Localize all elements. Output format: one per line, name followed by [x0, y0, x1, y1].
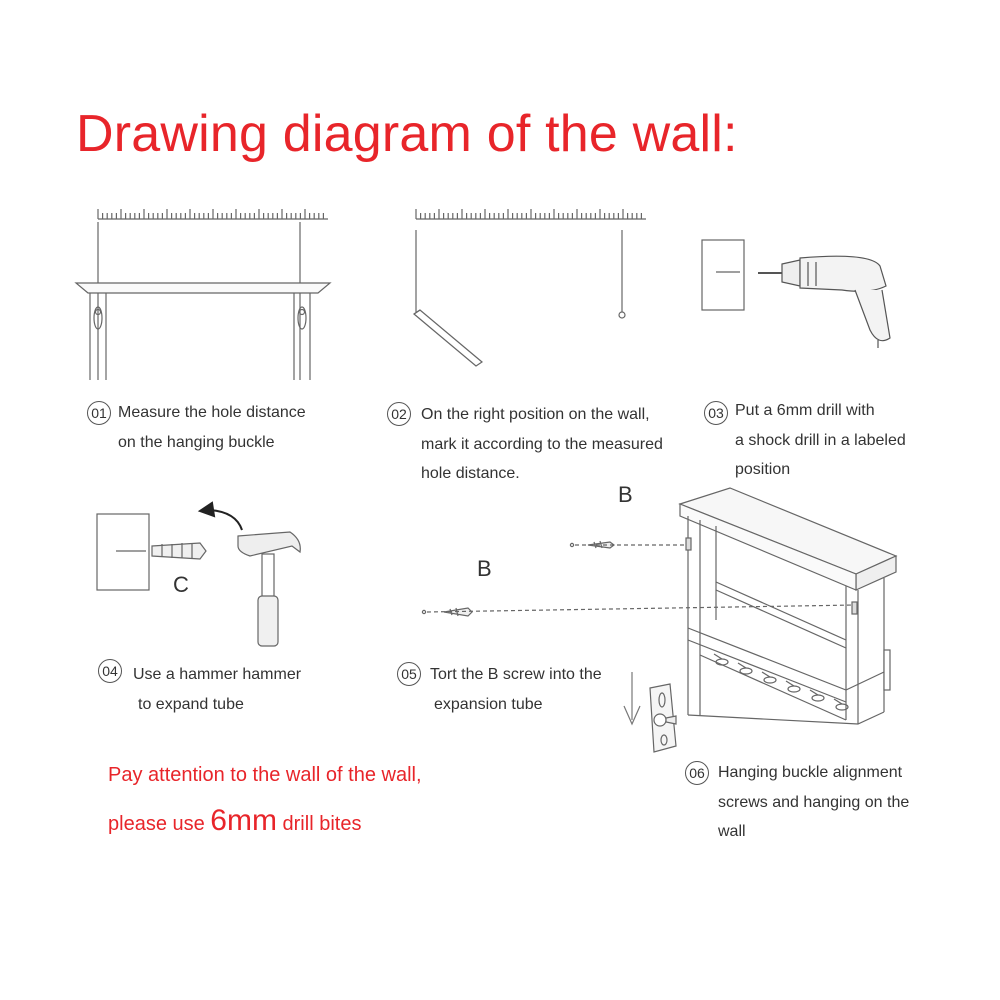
step-01-line-1: Measure the hole distance — [118, 404, 306, 421]
step-number-01: 01 — [87, 401, 111, 425]
page-title: Drawing diagram of the wall: — [76, 105, 738, 163]
curved-arrow-icon — [200, 503, 242, 530]
cabinet-hook — [716, 659, 728, 665]
step-03-line-2: a shock drill in a labeled — [735, 431, 906, 449]
drill-icon — [758, 256, 890, 348]
note-line-2-pre: please use — [108, 813, 211, 835]
step-06-line-3: wall — [718, 823, 746, 840]
wall-cabinet-icon — [680, 488, 896, 724]
step-01-text — [118, 398, 306, 457]
cabinet-hook — [812, 695, 824, 701]
step-01-line-2: on the hanging buckle — [118, 433, 275, 451]
step-03-line-1: Put a 6mm drill with — [735, 402, 875, 419]
wall-panel-4-icon — [97, 514, 149, 590]
step-06-line-1: Hanging buckle alignment — [718, 764, 903, 781]
step-03-line-3: position — [735, 461, 791, 478]
step-02-line-2: mark it according to the measured — [421, 435, 663, 453]
step-05-text — [430, 660, 602, 719]
cabinet-hook-stem — [738, 663, 746, 668]
step-number-06: 06 — [685, 761, 709, 785]
label-b-lower: B — [477, 556, 492, 581]
hanging-buckle-icon — [650, 684, 676, 752]
ruler-1-icon — [98, 209, 328, 219]
hanging-shelf-icon — [76, 283, 330, 380]
expansion-tube-icon — [152, 543, 206, 559]
step-number-03: 03 — [704, 401, 728, 425]
step-05-line-2: expansion tube — [434, 695, 543, 713]
step-04-text — [133, 660, 301, 719]
wall-panel-3-icon — [702, 240, 744, 310]
step-06-line-2: screws and hanging on the — [718, 793, 910, 811]
step-02-text — [421, 400, 663, 489]
step-03-text — [735, 396, 906, 485]
step-number-02: 02 — [387, 402, 411, 426]
step-04-line-1: Use a hammer hammer — [133, 666, 302, 683]
note-drill-size: 6mm — [210, 804, 277, 837]
note-line-2-post: drill bites — [276, 813, 362, 835]
step-05-line-1: Tort the B screw into the — [430, 666, 602, 683]
note-line-2 — [108, 804, 361, 838]
ruler-2-icon — [416, 209, 646, 219]
pencil-icon — [414, 310, 482, 366]
step-06-text — [718, 758, 909, 847]
cabinet-hook-stem — [762, 672, 770, 677]
cabinet-hook — [788, 686, 800, 692]
cabinet-hook — [764, 677, 776, 683]
step-02-line-3: hole distance. — [421, 465, 520, 482]
label-c: C — [173, 572, 189, 597]
step-number-04: 04 — [98, 659, 122, 683]
label-b-upper: B — [618, 482, 633, 507]
cabinet-hook-stem — [714, 654, 722, 659]
cabinet-hook — [740, 668, 752, 674]
step-number-05: 05 — [397, 662, 421, 686]
step-04-line-2: to expand tube — [138, 695, 244, 713]
note-line-1: Pay attention to the wall of the wall, — [108, 764, 422, 786]
hammer-icon — [238, 532, 300, 646]
step-02-line-1: On the right position on the wall, — [421, 406, 650, 423]
down-arrow-icon — [624, 672, 640, 724]
